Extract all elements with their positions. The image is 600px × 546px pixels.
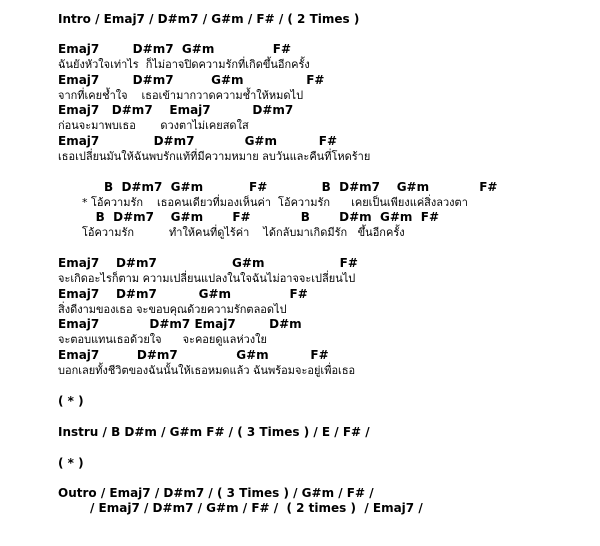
lyric-line: จะเกิดอะไรก็ตาม ความเปลี่ยนแปลงในใจฉันไม่อาจจะเปลี่ยนไป [58,272,356,285]
repeat-marker: ( * ) [58,394,84,408]
outro-line: Outro / Emaj7 / D#m7 / ( 3 Times ) / G#m / F# / [58,486,374,500]
lyric-line: บอกเลยทั้งชีวิตของฉันนั้นให้เธอหมดแล้ว ฉันพร้อมจะอยู่เพื่อเธอ [58,364,356,377]
chord-line: Emaj7 D#m7 Emaj7 D#m7 [58,103,294,117]
instru-line: Instru / B D#m / G#m F# / ( 3 Times ) / E / F# / [58,425,370,439]
chord-line: Emaj7 D#m7 G#m F# [58,256,358,270]
intro-line: Intro / Emaj7 / D#m7 / G#m / F# / ( 2 Times ) [58,12,360,26]
chord-line: B D#m7 G#m F# B D#m G#m F# [58,210,439,224]
lyric-line: จากที่เคยช้ำใจ เธอเข้ามากวาดความช้ำให้หมดไป [58,89,304,102]
chord-line: Emaj7 D#m7 Emaj7 D#m [58,317,302,331]
chord-line: Emaj7 D#m7 G#m F# [58,73,325,87]
lyric-line: จะตอบแทนเธอด้วยใจ จะคอยดูแลห่วงใย [58,333,267,346]
chord-line: Emaj7 D#m7 G#m F# [58,287,308,301]
repeat-marker: ( * ) [58,456,84,470]
chord-line: Emaj7 D#m7 G#m F# [58,348,329,362]
lyric-line: เธอเปลี่ยนมันให้ฉันพบรักแท้ที่มีความหมาย ลบวันและคืนที่โหดร้าย [58,150,371,163]
lyric-line: ฉันยังหัวใจเท่าไร ก็ไม่อาจปิดความรักที่เกิดขึ้นอีกครั้ง [58,58,310,71]
lyric-line: สิ่งดีงามของเธอ จะขอบคุณด้วยความรักตลอดไป [58,303,287,316]
chord-line: B D#m7 G#m F# B D#m7 G#m F# [58,180,498,194]
lyric-line: * โอ้ความรัก เธอคนเดียวที่มองเห็นค่า โอ้ความรัก เคยเป็นเพียงแค่สิ่งลวงตา [82,196,468,209]
chord-line: Emaj7 D#m7 G#m F# [58,134,338,148]
outro-line-2: / Emaj7 / D#m7 / G#m / F# / ( 2 times ) / Emaj7 / [90,501,423,515]
lyric-line: โอ้ความรัก ทำให้คนที่ดูไร้ค่า ได้กลับมาเกิดมีรัก ขึ้นอีกครั้ง [82,226,405,239]
lyric-line: ก่อนจะมาพบเธอ ดวงตาไม่เคยสดใส [58,119,249,132]
chord-line: Emaj7 D#m7 G#m F# [58,42,292,56]
